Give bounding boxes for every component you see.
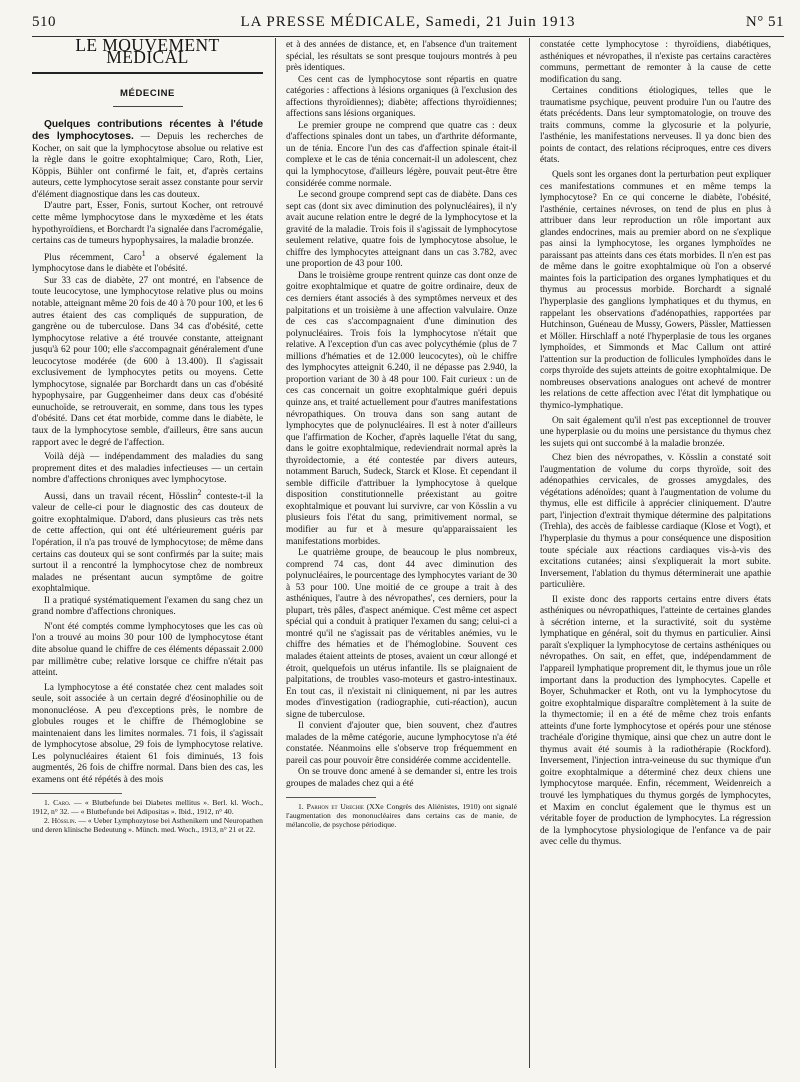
paragraph: Chez bien des névropathes, v. Kösslin a constaté soit l'augmentation de volume du corps thyroïde, soit des adénopathies cervicales, de grosses amygdales, des végétations adénoïdes; quant à l'augmentation de volume du thymus, elle est difficile à apprécier cliniquement. D'autre part, l'injection d'extrait thymique détermine des palpitations (Trehla), des accès de faiblesse cardiaque (Klose et Vogt), et l'hyperplasie du thymus a pour conséquence une disposition toute spéciale aux réactions cardiaques vis-à-vis des excitations cutanées; ainsi s'expliquerait la mort subite. Inversement, l'ablation du thymus déterminerait une apathie particulière.	[540, 453, 771, 591]
paragraph: Sur 33 cas de diabète, 27 ont montré, en l'absence de toute leucocytose, une lymphocytose relative plus ou moins notable, atteignant même 20 fois de 40 à 70 pour 100, et les 6 autres étaient des cas compliqués de suppuration, de gangrène ou de tuberculose. Dans 34 cas d'obésité, cette lymphocytose relative a été trouvée constante, atteignant jusqu'à 62 pour 100; elle s'accompagnait généralement d'une leucocytose modérée (de 600 à 13.400). Il s'agissait exclusivement de lymphocytes petits ou moyens. Cette lymphocytose, signalée par Borchardt dans un cas d'obésité hypophysaire, par Guggenheimer dans deux cas d'obésité eunuchoïde, se retrouverait, en somme, dans tous les types d'obésité. Dans cet état morbide, comme dans le diabète, le taux de la lymphocytose semble, d'ailleurs, être sans aucun rapport avec le degré de l'affection.	[32, 275, 263, 448]
paragraph: On se trouve donc amené à se demander si, entre les trois groupes de malades chez qui a été	[286, 767, 517, 789]
paragraph: Quels sont les organes dont la perturbation peut expliquer ces manifestations communes et en même temps la lymphocytose? En ce qui concerne le diabète, l'obésité, l'asthénie, certaines névroses, on tend de plus en plus à attribuer dans leur reproduction un rôle important aux glandes endocrines, mais au premier abord on ne s'explique pas ainsi la lymphocytose, les organes lymphoïdes ne paraissant pas atteints dans ces états morbides. Il n'en est pas de même dans le goitre exophtalmique où l'on a observé maintes fois la participation des organes lymphatiques et du thymus au processus morbide. Borchardt a signalé l'hyperplasie des ganglions lymphatiques et du thymus, en rappelant les observations d'adénopathies, rapportées par Hutchinson, Guéneau de Mussy, Gowers, Pässler, Mattiessen et Möller. Hirschlaff a noté l'hyperplasie de tous les organes lymphoïdes, et Simmonds et Mac Callum ont attiré l'attention sur la production de follicules lymphoïdes dans le corps thyroïde des sujets atteints de goitre exophtalmique. De nombreuses observations analogues ont achevé de montrer les relations de cette affection avec l'état dit lymphatique ou thymico-lymphatique.	[540, 170, 771, 411]
paragraph: Dans le troisième groupe rentrent quinze cas dont onze de goitre exophtalmique et quatre de goitre ordinaire, deux de ces derniers étant associés à des symptômes nerveux et des palpitations et un troisième à une affection valvulaire. Onze de ces cas s'accompagnaient d'une diminution des polynucléaires. Trois fois la lymphocytose n'était que relative. A l'exception d'un cas avec polycythémie (plus de 7 millions d'hématies et de 12.000 leucocytes), où le chiffre des lymphocytes atteignit 6.240, il ne dépasse pas 2.940, la proportion variant de 30 à 48 pour 100. Fait curieux : un de ces cas concernait un goitre exophtalmique guéri depuis quinze ans, et traité actuellement pour d'autres manifestations névropathiques. On trouva dans son sang autant de lymphocytes que de polynucléaires. Il est à noter d'ailleurs que l'affirmation de Kocher, d'après laquelle l'état du sang, dans le goitre exophtalmique, redeviendrait normal après la thyroïdectomie, a été contestée par divers auteurs, notamment Baruch, Sudeck, Starck et Klose. Et cependant il semble difficile d'attribuer la lymphocytose à quelque disposition constitutionnelle préexistant au goitre exophtalmique et pouvant lui survivre, car von Kösslin a vu plusieurs fois l'état du sang, primitivement normal, se modifier au fur et à mesure qu'apparaissaient les manifestations morbides.	[286, 270, 517, 547]
column-2	[286, 40, 517, 829]
paragraph: Aussi, dans un travail récent, Hösslin$^2$ conteste-t-il la valeur de celle-ci pour le diagnostic des cas douteux de goitre exophtalmique. D'abord, dans plusieurs cas très nets de cette affection, qui ont été ultérieurement guéris par l'opération, il n'a pas trouvé de lymphocytose; de même dans certains cas douteux qui se sont confirmés par la suite; mais surtout il a rencontré la lymphocytose chez de nombreux malades ne présentant aucun symptôme de goitre exophtalmique.	[32, 487, 263, 595]
paragraph: constatée cette lymphocytose : thyroïdiens, diabétiques, asthéniques et névropathes, il n'existe pas certains caractères communs, permettant de remonter à la cause de cette modification du sang.	[540, 40, 771, 85]
paragraph: La lymphocytose a été constatée chez cent malades soit seule, soit associée à un certain degré d'éosinophilie ou de mononucléose. A peu d'exceptions près, le nombre de globules rouges et le chiffre de l'hémoglobine se maintenaient dans les limites normales. 71 fois, il s'agissait de lymphocytose absolue, 29 fois de lymphocytose relative. Les polynucléaires étaient 61 fois diminués, 13 fois augmentés, 26 fois de chiffre normal. Dans bien des cas, les examens ont été répétés à des mois	[32, 682, 263, 785]
paragraph: On sait également qu'il n'est pas exceptionnel de trouver une hyperplasie ou du moins une persistance du thymus chez les sujets qui ont succombé à la maladie bronzée.	[540, 415, 771, 449]
journal-title: LA PRESSE MÉDICALE, Samedi, 21 Juin 1913	[240, 14, 576, 30]
paragraph: N'ont été comptés comme lymphocytoses que les cas où l'on a trouvé au moins 30 pour 100 de lymphocytose étant dite absolue quand le chiffre de ces éléments dépassait 2.000 par millimètre cube; relative lorsque ce chiffre n'était pas atteint.	[32, 621, 263, 679]
paragraph: Le quatrième groupe, de beaucoup le plus nombreux, comprend 74 cas, dont 44 avec diminution des polynucléaires, le pourcentage des lymphocytes variant de 30 à 53 pour 100. Une moitié de ce groupe a trait à des asthéniques, l'autre à des névropathes', ces derniers, pour la plupart, très pâles, d'aspect anémique. C'est même cet aspect spécial qui a conduit à pratiquer l'examen du sang; celui-ci a montré qu'il ne s'agissait pas de véritables anémies, vu le chiffre des hématies et de l'hémoglobine. Souvent ces malades étaient atteints de ptoses, avaient un cœur allongé et étroit, quelquefois un utérus infantile. Ils se plaignaient de palpitations, de troubles vaso-moteurs et gastro-intestinaux. En tout cas, il n'existait ni cliniquement, ni par les autres modes d'investigation (radiographie, cuti-réaction), aucun signe de tuberculose.	[286, 548, 517, 720]
footnote: 1. Parhon et Urechie (XXe Congrès des Aliénistes, 1910) ont signalé l'augmentation des mononucléaires dans certains cas de manie, de mélancolie, de psychose périodique.	[286, 801, 517, 829]
column-3	[540, 40, 771, 849]
footnote-rule	[32, 793, 122, 794]
paragraph: Voilà déjà — indépendamment des maladies du sang proprement dites et des maladies infectieuses — un certain nombre d'affections chroniques avec lymphocytose.	[32, 452, 263, 486]
paragraph: Le premier groupe ne comprend que quatre cas : deux d'affections spinales dont un tabes, un d'arthrite déformante, un de ténia. Encore l'un des cas d'affection spinale était-il complexe et le cas de ténia concernait-il un adolescent, chez qui la lymphocytose, d'ailleurs légère, pouvait peut-être être considérée comme normale.	[286, 120, 517, 189]
paragraph: Ces cent cas de lymphocytose sont répartis en quatre catégories : affections à lésions organiques (à l'exclusion des affections thyroïdiennes); diabète; affections thyroïdiennes; affections sans lésions organiques.	[286, 74, 517, 120]
paragraph: Il convient d'ajouter que, bien souvent, chez d'autres malades de la même catégorie, aucune lymphocytose n'a été constatée. Néanmoins elle s'observe trop fréquemment en pareil cas pour pouvoir être considérée comme accidentelle.	[286, 721, 517, 766]
paragraph: Plus récemment, Caro$^1$ a observé également la lymphocytose dans le diabète et l'obésité.	[32, 248, 263, 275]
footnote: 1. Caro. — « Blutbefunde bei Diabetes mellitus ». Berl. kl. Woch., 1912, n° 32. — « Blutbefunde bei Adipositas ». Ibid., 1912, n° 40.	[32, 797, 263, 816]
paragraph: Il existe donc des rapports certains entre divers états asthéniques ou névropathiques, l'atteinte de certaines glandes à sécrétion interne, et la suractivité, soit du système lymphatique en général, soit du thymus en particulier. Ainsi paraît s'expliquer la lymphocytose de certains asthéniques ou névropathes. On sait, en effet, que, indépendamment de l'appareil lymphatique proprement dit, le thymus joue un rôle important dans la production des lymphocytes. Capelle et Boyer, Schuhmacker et Roth, ont vu la lymphocytose du goitre exophtalmique disparaître complètement à la suite de la thymectomie; il en a été de même chez trois enfants atteints d'une forte lymphocytose et opérés pour une sténose trachéale d'origine thymique, ainsi que chez un autre dont le thymus avait été soumis à la radiothérapie (Rockford). Inversement, l'injection intra-veineuse du suc thymique d'un goitre exophtalmique a déterminé chez deux chiens une lymphocytose marquée. Enfin, récemment, Weidenreich a trouvé les lymphatiques du thymus gorgés de lymphocytes, et Maxim en conclut également que le thymus est un véritable foyer de production de lymphocytes. La régression de la lymphocytose physiologique de l'enfance va de pair avec celle du thymus.	[540, 594, 771, 848]
subtitle-rule	[113, 106, 183, 107]
column-divider-2	[529, 38, 530, 1068]
paragraph: Il a pratiqué systématiquement l'examen du sang chez un grand nombre d'affections chroniques.	[32, 595, 263, 618]
footnote: 2. Hösslin. — « Ueber Lymphozytose bei Asthenikern und Neuropathen und deren klinische Bedeutung ». Münch. med. Woch., 1913, n° 21 et 22.	[32, 815, 263, 835]
paragraph: D'autre part, Esser, Fonis, surtout Kocher, ont retrouvé cette même lymphocytose dans le myxœdème et les états hypothyroïdiens, et Borchardt l'a signalée dans l'acromégalie, certains cas de tumeurs hypophysaires, la maladie bronzée.	[32, 201, 263, 247]
footnote-ref: 1	[141, 248, 146, 258]
section-title: LE MOUVEMENT MÉDICAL	[32, 40, 263, 74]
column-1	[32, 35, 263, 835]
paragraph: et à des années de distance, et, en l'absence d'un traitement spécial, les résultats se sont presque toujours montrés à peu près identiques.	[286, 40, 517, 74]
article-first-paragraph: Quelques contributions récentes à l'étude des lymphocytoses. — Depuis les recherches de Kocher, on sait que la lymphocytose absolue ou relative est la règle dans le goitre exophtalmique; Caro, Roth, Lier, Köppis, Bühler ont confirmé le fait, et, d'après certains auteurs, cette lymphocytose serait assez constante pour servir d'élément diagnostique dans les cas douteux.	[32, 118, 263, 200]
article-title: Quelques contributions récentes à l'étude des lymphocytoses.	[32, 118, 263, 143]
section-subtitle: MÉDECINE	[120, 88, 175, 100]
page-header	[32, 14, 784, 34]
page-number: 510	[32, 14, 56, 30]
issue-number: N° 51	[745, 14, 784, 30]
footnote-rule	[286, 797, 376, 798]
paragraph: Certaines conditions étiologiques, telles que le traumatisme psychique, peuvent produire l'un ou l'autre des états précédents. Dans leur symptomatologie, on trouve des traits communs, comme la glycosurie et la polyurie, l'asthénie, les manifestations nerveuses. Il ya donc bien des points de contact, des relations réciproques, entre ces divers états.	[540, 86, 771, 166]
column-divider-1	[275, 38, 276, 1068]
footnote-ref: 2	[197, 487, 202, 497]
paragraph: Le second groupe comprend sept cas de diabète. Dans ces sept cas (dont six avec diminution des polynucléaires), il n'y avait aucune relation entre le degré de la lymphocytose et la gravité de la maladie. Trois fois il s'agissait de lymphocytose seulement relative, quatre fois de lymphocytose absolue, le chiffre des lymphocytes atteignant dans un cas 3.782, avec une proportion de 43 pour 100.	[286, 190, 517, 270]
